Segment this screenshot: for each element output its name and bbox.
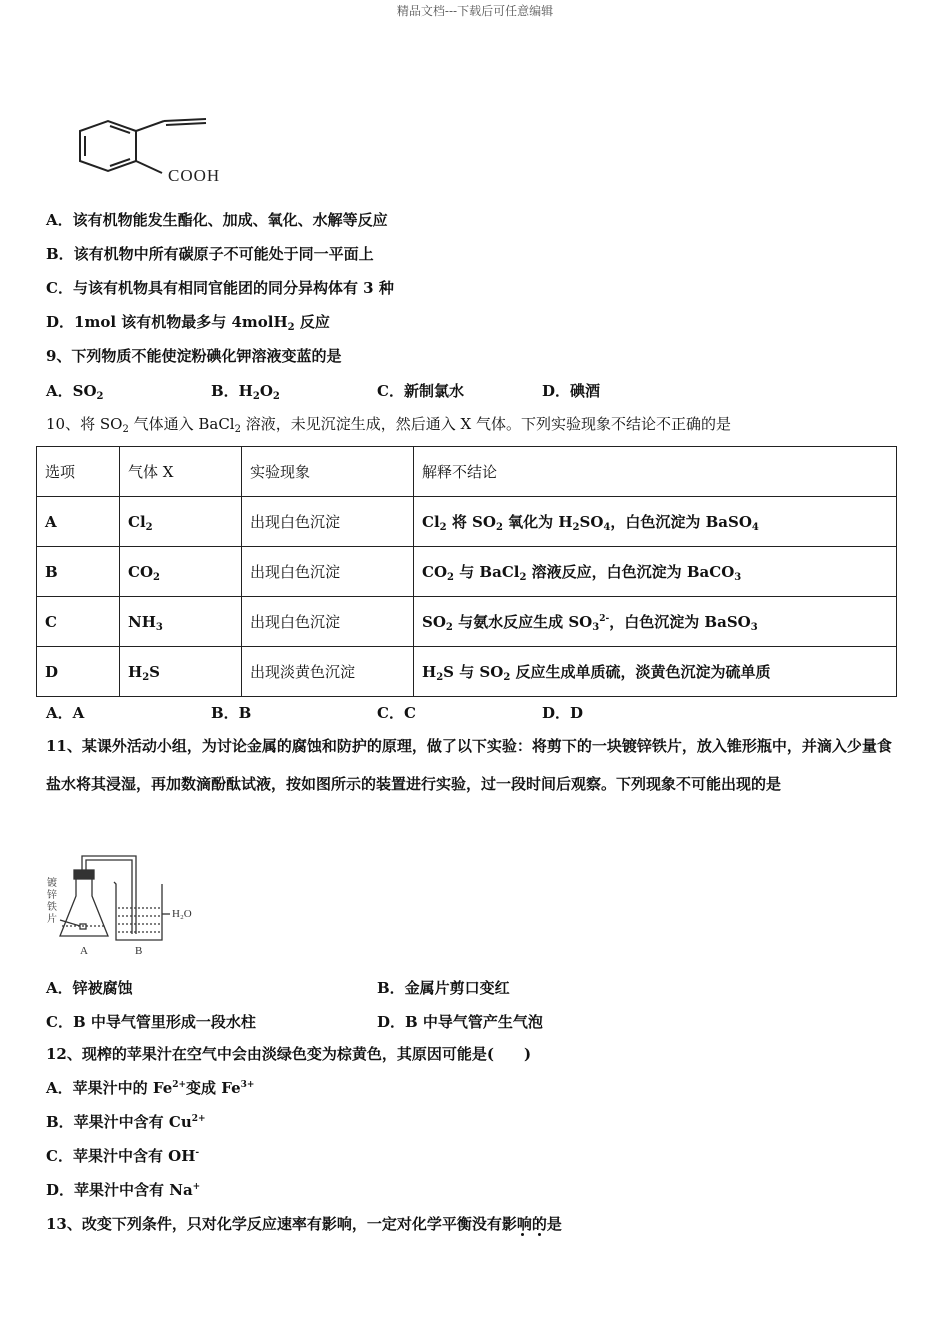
table-cell-explanation: [414, 497, 897, 547]
figure-label-b: B: [135, 945, 143, 957]
q13-stem: 13、改变下列条件，只对化学反应速率有影响，一定对化学平衡没有影响的是: [46, 1215, 562, 1233]
figure-label-a: A: [80, 945, 88, 957]
q11-option-b: B．金属片剪口变红: [377, 979, 510, 997]
q8-option-a: A．该有机物能发生酯化、加成、氧化、水解等反应: [46, 211, 388, 229]
figure-side-char: 镀: [47, 878, 57, 889]
q8-option-c: C．与该有机物具有相同官能团的同分异构体有 3 种: [46, 279, 394, 297]
table-cell-option: C: [37, 597, 120, 647]
table-row: [37, 497, 897, 547]
explanation-fragment: 2: [447, 572, 454, 583]
q10-option-d: D．D: [542, 704, 584, 722]
explanation-fragment: 3: [592, 622, 600, 633]
q12-stem: 12、现榨的苹果汁在空气中会由淡绿色变为棕黄色，其原因可能是( ): [46, 1045, 532, 1063]
table-cell-explanation: [414, 547, 897, 597]
q11-option-d: D．B 中导气管产生气泡: [377, 1013, 543, 1031]
q9-option-c: C．新制氯水: [377, 382, 464, 400]
q8-option-d: D．1mol 该有机物最多与 4molH$_2$ 反应: [46, 313, 330, 333]
explanation-fragment: 4: [603, 522, 611, 533]
explanation-fragment: 3: [750, 622, 758, 633]
table-row: [37, 647, 897, 697]
explanation-fragment: S 与 SO: [443, 663, 504, 681]
explanation-fragment: 2: [436, 672, 444, 683]
q10-option-b: B．B: [211, 704, 252, 722]
explanation-fragment: CO: [422, 563, 448, 581]
explanation-fragment: 2-: [599, 614, 610, 624]
q12-option-c: C．苹果汁中含有 OH-: [46, 1147, 200, 1165]
q11-option-a: A．锌被腐蚀: [46, 979, 133, 997]
table-cell-option: B: [37, 547, 120, 597]
explanation-fragment: 2: [495, 522, 503, 533]
q10-stem: 10、将 $SO_2$ 气体通入 BaCl$_2$ 溶液，未见沉淀生成，然后通入 X 气体。下列实验现象不结论不正确的是: [46, 415, 731, 435]
benzene-structure-figure: [60, 115, 250, 187]
table-header-cell: 实验现象: [242, 447, 414, 497]
table-header-cell: 选项: [37, 447, 120, 497]
explanation-fragment: 将 SO: [446, 513, 496, 531]
explanation-fragment: 氧化为 H: [502, 513, 573, 531]
explanation-fragment: 2: [572, 522, 580, 533]
explanation-fragment: SO: [422, 613, 446, 631]
explanation-fragment: 溶液反应，白色沉淀为 BaCO: [526, 563, 735, 581]
q9-option-a: A．$SO_2$: [46, 382, 104, 402]
q12-option-d: D．苹果汁中含有 Na+: [46, 1181, 201, 1199]
table-row: [37, 547, 897, 597]
table-row: [37, 597, 897, 647]
table-header-row: [37, 447, 897, 497]
table-cell-explanation: [414, 647, 897, 697]
q10-option-a: A．A: [46, 704, 85, 722]
q12-option-a: A．苹果汁中的 $Fe^{2+}$变成 $Fe^{3+}$: [46, 1079, 255, 1097]
table-cell-explanation: [414, 597, 897, 647]
explanation-fragment: Cl: [422, 513, 440, 531]
table-cell-gas: $Cl_2$: [120, 497, 242, 547]
table-cell-gas: $CO_2$: [120, 547, 242, 597]
table-cell-phenomenon: 出现白色沉淀: [242, 597, 414, 647]
explanation-fragment: 3: [734, 572, 742, 583]
table-header-cell: 气体 X: [120, 447, 242, 497]
q9-option-b: B．$H_2O_2$: [211, 382, 280, 402]
figure-side-char: 锌: [47, 890, 57, 901]
explanation-fragment: ，白色沉淀为 BaSO: [610, 513, 752, 531]
explanation-fragment: 与 BaCl: [453, 563, 520, 581]
explanation-fragment: 与氨水反应生成 SO: [452, 613, 593, 631]
q11-stem: 11、某课外活动小组，为讨论金属的腐蚀和防护的原理，做了以下实验：将剪下的一块镀锌铁片，放入锥形瓶中，并滴入少量食盐水将其浸湿，再加数滴酚酞试液，按如图所示的装置进行实验，过一段时间后观察。下列现象不可能出现的是: [46, 737, 892, 793]
explanation-fragment: 2: [445, 622, 453, 633]
table-cell-gas: $H_2S$: [120, 647, 242, 697]
explanation-fragment: SO: [579, 513, 604, 531]
table-cell-option: D: [37, 647, 120, 697]
q12-option-b: B．苹果汁中含有 $Cu^{2+}$: [46, 1113, 206, 1131]
q11-option-c: C．B 中导气管里形成一段水柱: [46, 1013, 256, 1031]
figure-side-char: 铁: [47, 902, 57, 913]
explanation-fragment: 2: [439, 522, 447, 533]
table-cell-gas: $NH_3$: [120, 597, 242, 647]
apparatus-figure: [44, 848, 214, 960]
explanation-fragment: ，白色沉淀为 BaSO: [609, 613, 751, 631]
explanation-fragment: 2: [503, 672, 511, 683]
figure-side-char: 片: [47, 914, 57, 925]
explanation-fragment: H: [422, 663, 437, 681]
table-cell-phenomenon: 出现白色沉淀: [242, 547, 414, 597]
table-cell-option: A: [37, 497, 120, 547]
q10-option-c: C．C: [377, 704, 416, 722]
emphasis-dot: [521, 1233, 524, 1236]
explanation-fragment: 反应生成单质硫，淡黄色沉淀为硫单质: [510, 663, 771, 681]
page-header: 精品文档---下载后可任意编辑: [396, 4, 554, 18]
explanation-fragment: 2: [519, 572, 527, 583]
figure-water-label: H₂O: [172, 908, 192, 920]
emphasis-dot: [538, 1233, 541, 1236]
explanation-fragment: 4: [751, 522, 759, 533]
q9-option-d: D．碘酒: [542, 382, 601, 400]
table-cell-phenomenon: 出现白色沉淀: [242, 497, 414, 547]
table-header-cell: 解释不结论: [414, 447, 897, 497]
q8-option-b: B．该有机物中所有碳原子不可能处于同一平面上: [46, 245, 374, 263]
cooh-label: COOH: [168, 166, 221, 185]
q9-stem: 9、下列物质不能使淀粉碘化钾溶液变蓝的是: [46, 347, 342, 365]
q10-table: [36, 446, 897, 697]
table-cell-phenomenon: 出现淡黄色沉淀: [242, 647, 414, 697]
